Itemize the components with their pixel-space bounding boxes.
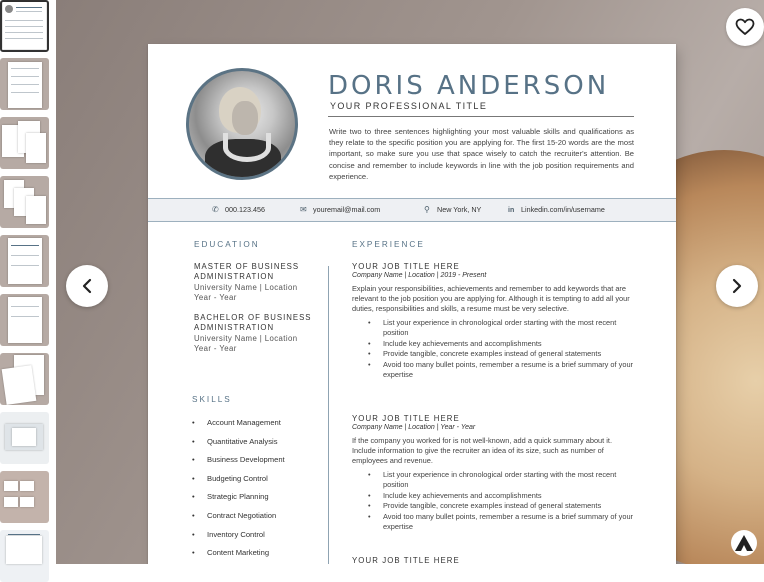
contact-bar — [148, 198, 676, 222]
job-bullet: • Avoid too many bullet points, remember a resume is a brief summary of your expertise — [368, 359, 634, 380]
job-bullet: • Include key achievements and accomplishments — [368, 338, 542, 348]
thumbnail-strip — [0, 0, 56, 564]
education-heading: EDUCATION — [194, 240, 260, 249]
thumbnail-10[interactable] — [0, 530, 49, 582]
thumbnail-6[interactable] — [0, 294, 49, 346]
contact-phone: ✆ 000.123.456 — [212, 205, 265, 214]
thumbnail-3[interactable] — [0, 117, 49, 169]
chevron-right-icon — [730, 278, 744, 294]
contact-linkedin: in Linkedin.com/in/username — [508, 205, 605, 214]
email-icon: ✉ — [300, 205, 307, 214]
main-image-viewer — [56, 0, 764, 564]
brand-logo-icon — [734, 534, 754, 552]
skill-item: • Account Management — [192, 418, 281, 427]
job-entry: YOUR JOB TITLE HERE Company Name | Location | Year - Year If the company you worked for is not well-known, add a quick summary about it. Include information to give the recruiter an idea of its size, such as number of employees and revenue. • List your experience in chronological order starting with the most recent position • Include key achievements and accomplishments • Provide tangible, concrete examples instead of general statements • Avoid too many bullet points, remember a resume is a brief summary of your expertise — [352, 414, 634, 532]
chevron-left-icon — [80, 278, 94, 294]
job-entry: YOUR JOB TITLE HERE Company Name | Location | 2019 - Present Explain your responsibilities, achievements and remember to add keywords that are relevant to the job position you are applying for. Although it is tempting to add all your duties, responsibilities and skills, a resume must be very selective. • List your experience in chronological order starting with the most recent position • Include key achievements and accomplishments • Provide tangible, concrete examples instead of general statements • Avoid too many bullet points, remember a resume is a brief summary of your expertise — [352, 262, 634, 380]
education-entry: BACHELOR OF BUSINESS ADMINISTRATION University Name | Location Year - Year — [194, 313, 312, 354]
thumbnail-9[interactable] — [0, 471, 49, 523]
job-bullet: • Provide tangible, concrete examples instead of general statements — [368, 501, 602, 511]
next-image-button[interactable] — [716, 265, 758, 307]
contact-location: ⚲ New York, NY — [424, 205, 482, 214]
job-entry: YOUR JOB TITLE HERE — [352, 556, 460, 564]
prev-image-button[interactable] — [66, 265, 108, 307]
skills-heading: SKILLS — [192, 395, 232, 404]
thumbnail-2[interactable] — [0, 58, 49, 110]
favorite-button[interactable] — [726, 8, 764, 46]
column-divider — [328, 266, 329, 564]
job-bullet: • Avoid too many bullet points, remember a resume is a brief summary of your expertise — [368, 511, 634, 532]
location-icon: ⚲ — [424, 205, 430, 214]
skill-item: • Inventory Control — [192, 529, 265, 539]
resume-page — [148, 44, 676, 564]
thumbnail-8[interactable] — [0, 412, 49, 464]
contact-email: ✉ youremail@mail.com — [300, 205, 381, 214]
thumbnail-7[interactable] — [0, 353, 49, 405]
title-divider — [328, 116, 634, 117]
skills-list — [192, 418, 322, 564]
education-entry: MASTER OF BUSINESS ADMINISTRATION University Name | Location Year - Year — [194, 262, 300, 303]
thumbnail-5[interactable] — [0, 235, 49, 287]
thumbnail-4[interactable] — [0, 176, 49, 228]
skill-item: • Strategic Planning — [192, 492, 269, 502]
profile-photo — [186, 68, 298, 180]
heart-icon — [735, 18, 755, 36]
brand-badge — [731, 530, 757, 556]
job-bullet: • Include key achievements and accomplishments — [368, 490, 542, 500]
skill-item: • Content Marketing — [192, 548, 270, 558]
experience-heading: EXPERIENCE — [352, 240, 425, 249]
job-bullet: • Provide tangible, concrete examples instead of general statements — [368, 349, 602, 359]
skill-item: • Budgeting Control — [192, 473, 268, 483]
job-bullet: • List your experience in chronological order starting with the most recent position — [368, 317, 617, 337]
resume-title: YOUR PROFESSIONAL TITLE — [330, 101, 488, 111]
skill-item: • Contract Negotiation — [192, 510, 277, 520]
phone-icon: ✆ — [212, 205, 219, 214]
thumbnail-1[interactable] — [0, 0, 49, 52]
skill-item: • Quantitative Analysis — [192, 436, 278, 446]
skill-item: • Business Development — [192, 455, 285, 465]
resume-summary: Write two to three sentences highlighting your most valuable skills and qualifications as they relate to the specific position you are applying for. The first 15-20 words are the most important, so make sure you use that space wisely to catch the recruiter's attention. Be concise and remember to include keywords in line with the job position requirements and experience. — [329, 127, 634, 181]
linkedin-icon: in — [508, 207, 515, 214]
resume-name: DORIS ANDERSON — [328, 71, 610, 101]
job-bullet: • List your experience in chronological order starting with the most recent position — [368, 469, 617, 489]
